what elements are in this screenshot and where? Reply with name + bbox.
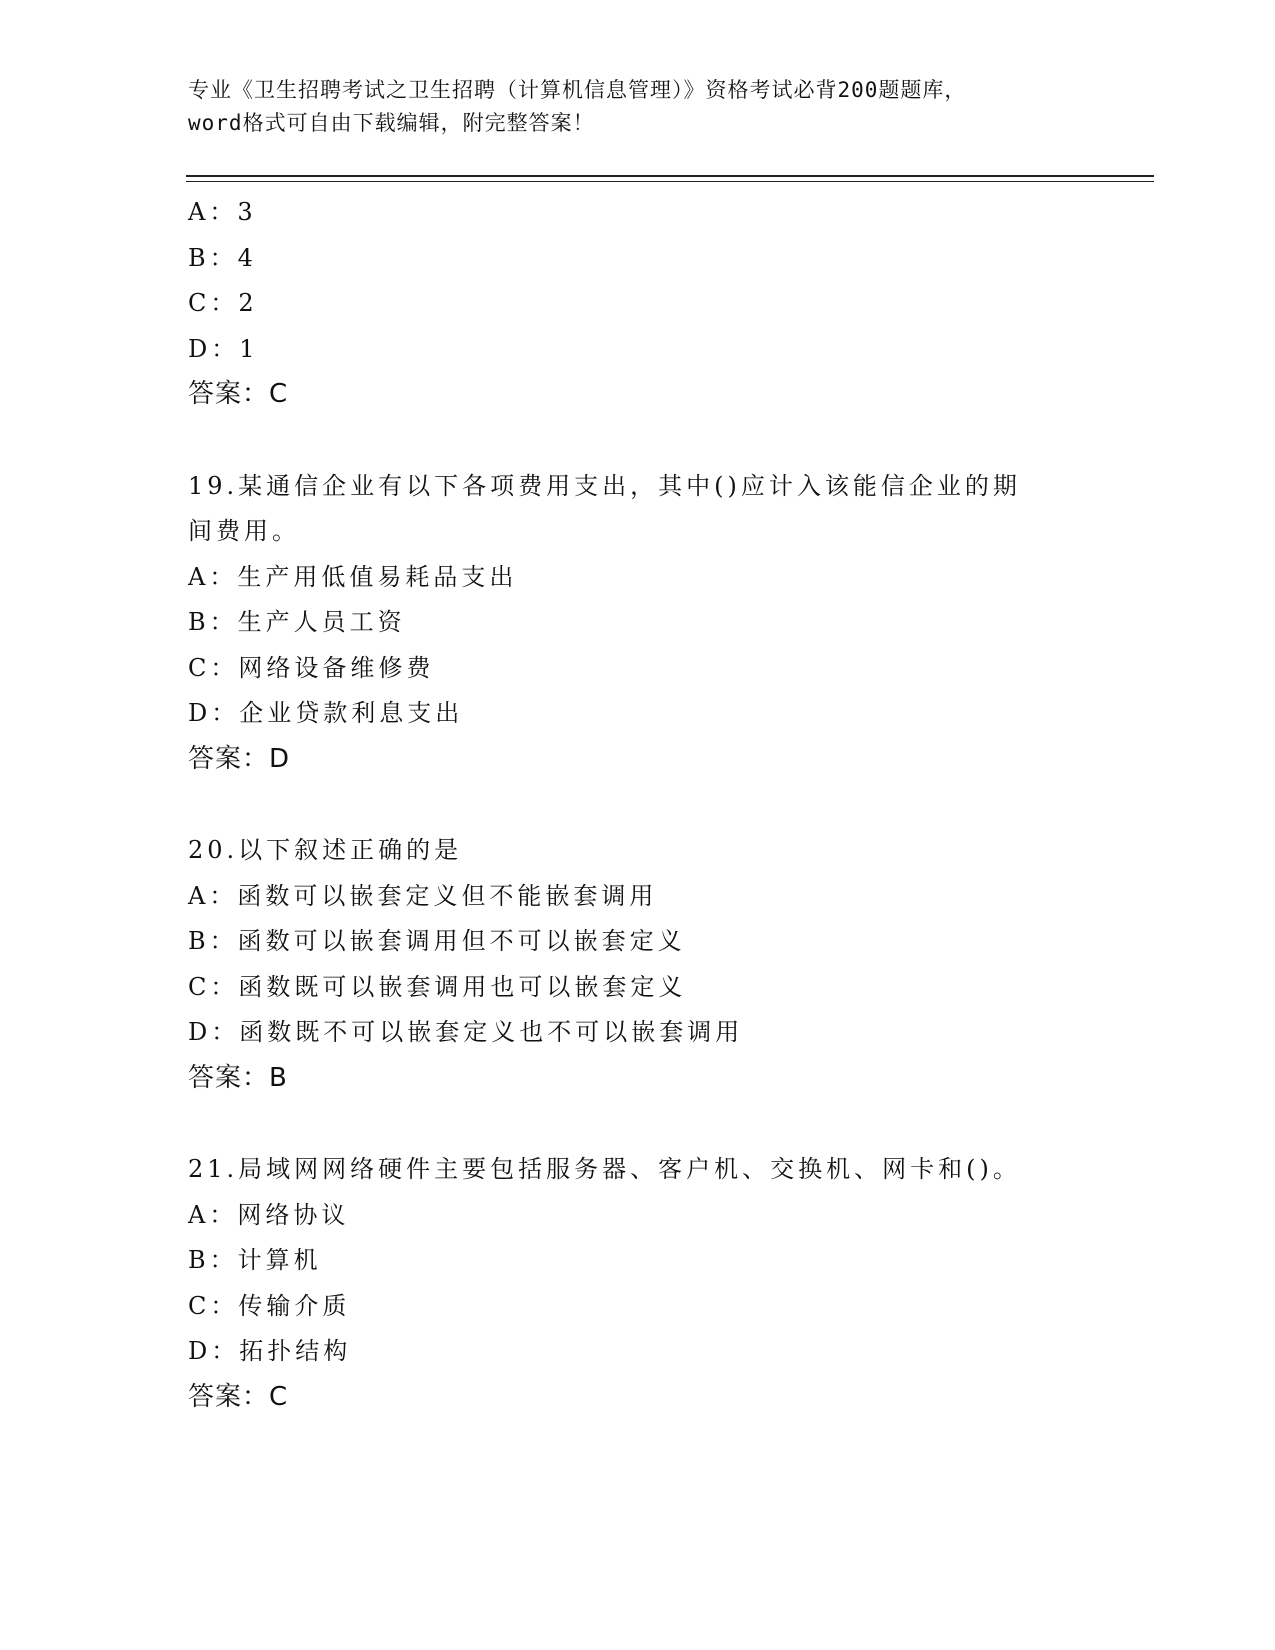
option-c: C：2 [188,289,258,317]
question-stem: 21.局域网网络硬件主要包括服务器、客户机、交换机、网卡和()。 [188,1155,1021,1183]
option-b: B：计算机 [188,1246,322,1274]
header-title-line: 专业《卫生招聘考试之卫生招聘（计算机信息管理）》资格考试必背200题题库， [188,78,967,102]
option-a: A：生产用低值易耗品支出 [188,562,518,591]
option-a: A：函数可以嵌套定义但不能嵌套调用 [188,881,658,910]
question-18-tail [188,190,1088,418]
option-c: C：传输介质 [188,1291,351,1320]
option-b: B：函数可以嵌套调用但不可以嵌套定义 [188,927,686,955]
option-b: B：4 [188,243,257,272]
option-d: D：拓扑结构 [188,1337,352,1365]
answer-line: 答案：D [188,743,291,774]
option-d: D：企业贷款利息支出 [188,699,464,727]
option-a: A：3 [188,198,257,226]
question-stem: 19.某通信企业有以下各项费用支出，其中()应计入该能信企业的期间费用。 [188,471,1021,545]
header-divider-thick [186,175,1154,177]
option-d: D：函数既不可以嵌套定义也不可以嵌套调用 [188,1018,744,1046]
option-a: A：网络协议 [188,1200,350,1229]
option-c: C：函数既可以嵌套调用也可以嵌套定义 [188,972,687,1001]
option-d: D：1 [188,334,259,363]
question-20 [188,828,1088,1101]
answer-line: 答案：C [188,1381,289,1412]
question-list [188,190,1088,1420]
answer-line: 答案：C [188,379,289,409]
option-b: B：生产人员工资 [188,608,406,636]
question-21 [188,1147,1088,1420]
answer-line: 答案：B [188,1062,288,1093]
question-stem: 20.以下叙述正确的是 [188,836,463,864]
option-c: C：网络设备维修费 [188,653,435,682]
header-subtitle-line: word格式可自由下载编辑，附完整答案！ [188,111,595,135]
header-divider-thin [186,181,1154,182]
question-19 [188,464,1088,783]
document-header [188,74,1088,140]
